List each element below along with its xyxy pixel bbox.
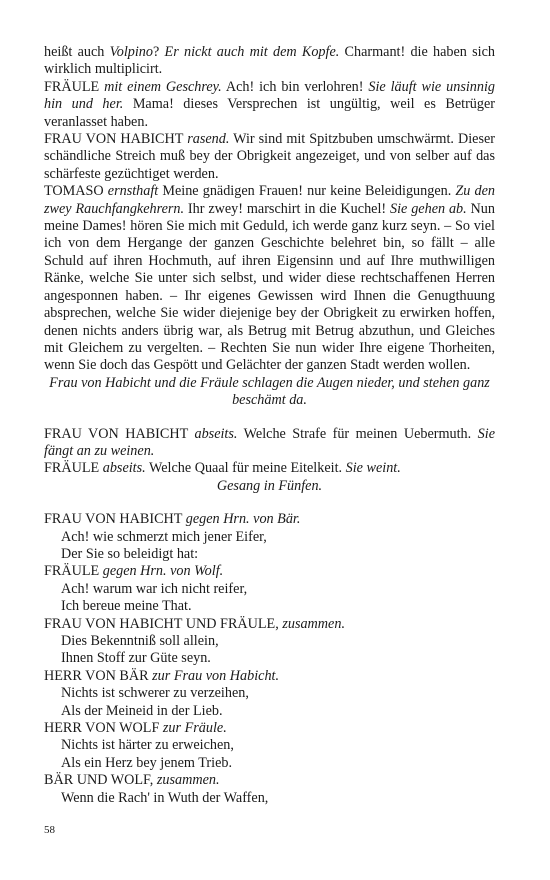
verse-line: Ach! wie schmerzt mich jener Eifer, [61, 528, 267, 545]
dialogue-text: FRAU VON HABICHT UND FRÄULE, [44, 615, 283, 632]
dialogue-text: Welche Strafe für meinen Uebermuth. [237, 425, 478, 442]
stage-direction-text: Sie weint. [345, 460, 401, 477]
stage-direction-text: Sie fängt an zu weinen. [44, 425, 495, 459]
stage-direction-text: abseits. [194, 425, 238, 442]
dialogue-text: Wir sind mit Spitzbuben umschwärmt. Dieser schändliche Streich muß bey der Obrigkeit angezeiget, und von selber auf das schärfeste gezüchtiget werden. [44, 131, 496, 182]
stage-direction-text: rasend. [187, 131, 230, 148]
dialogue-paragraph [44, 668, 495, 685]
dialogue-text: FRÄULE [44, 78, 105, 95]
dialogue-paragraph [44, 563, 495, 580]
verse-line: Wenn die Rach' in Wuth der Waffen, [61, 789, 269, 806]
stage-direction: Frau von Habicht und die Fräule schlagen die Augen nieder, und stehen ganz beschämt da. [49, 374, 490, 409]
dialogue-paragraph [44, 131, 495, 183]
verse-line: Als der Meineid in der Lieb. [61, 702, 223, 719]
dialogue-text: FRAU VON HABICHT [44, 425, 195, 442]
stage-direction-text: abseits. [102, 460, 146, 477]
stage-direction-text: Sie gehen ab. [390, 200, 467, 217]
page-number: 58 [44, 824, 55, 836]
dialogue-text: HERR VON BÄR [44, 667, 153, 684]
verse-line: Nichts ist härter zu erweichen, [61, 737, 234, 754]
dialogue-text: heißt auch [44, 44, 110, 60]
stage-direction-text: gegen Hrn. von Bär. [185, 511, 301, 528]
verse-line: Ach! warum war ich nicht reifer, [61, 580, 248, 597]
stage-direction-text: Sie läuft wie unsinnig hin und her. [44, 78, 496, 113]
dialogue-paragraph [44, 44, 495, 79]
dialogue-text: Mama! dieses Versprechen ist ungültig, weil es Betrüger veranlasset haben. [44, 96, 495, 130]
dialogue-text: Ihr zwey! marschirt in die Kuchel! [184, 200, 390, 217]
dialogue-text: Nun meine Dames! hören Sie mich mit Geduld, ich werde ganz kurz seyn. – So viel ich von dem Hergange der ganzen Geschichte belehret bin, so fällt – alle Schuld auf ihren Hochmuth, auf ihren Eigensinn und auf Ihre muthwilligen Ränke, welche Sie unter sich selbst, und wider diese rechtschaffenen Herren angesponnen haben. – Ihr eigenes Gewissen wird Ihnen die Genugthuung absprechen, welche Sie wider diejenige bey der Obrigkeit zu erwirken hoffen, denen nichts anders übrig war, als Betrug mit Betrug abzuthun, und Gleiches mit Gleichem zu vergelten. – Rechten Sie nun wider Ihre eigene Thorheiten, wenn Sie doch das Gespött und Gelächter der ganzen Stadt werden wollen. [44, 200, 495, 374]
verse-line: Der Sie so beleidigt hat: [61, 545, 199, 562]
stage-direction: Gesang in Fünfen. [216, 477, 323, 494]
dialogue-text: FRÄULE [44, 563, 103, 580]
stage-direction-text: zur Fräule. [162, 720, 227, 737]
dialogue-text: BÄR UND WOLF, [44, 772, 157, 789]
verse-line: Ich bereue meine That. [61, 598, 192, 615]
dialogue-paragraph [44, 79, 495, 131]
stage-direction-text: Zu den zwey Rauchfangkehrern. [44, 183, 495, 217]
dialogue-text: Ach! ich bin verlohren! [221, 78, 369, 95]
dialogue-text: FRAU VON HABICHT [44, 131, 188, 148]
dialogue-text: HERR VON WOLF [44, 720, 163, 737]
stage-direction-text: gegen Hrn. von Wolf. [102, 563, 224, 580]
spacer [44, 410, 495, 426]
stage-direction-text: zusammen. [156, 772, 220, 789]
dialogue-paragraph [44, 460, 495, 477]
spacer [44, 495, 495, 511]
dialogue-paragraph [44, 183, 495, 374]
verse-line: Ihnen Stoff zur Güte seyn. [61, 650, 211, 667]
dialogue-paragraph [44, 426, 495, 461]
stage-direction-text: ernsthaft [107, 183, 159, 200]
verse-line: Nichts ist schwerer zu verzeihen, [61, 685, 249, 702]
dialogue-text: Charmant! die haben sich wirklich multiplicirt. [44, 44, 495, 78]
dialogue-paragraph [44, 511, 495, 528]
stage-direction-text: mit einem Geschrey. [104, 78, 222, 95]
stage-direction-text: Er nickt auch mit dem Kopfe. [164, 44, 340, 60]
dialogue-text: Meine gnädigen Frauen! nur keine Beleidigungen. [158, 183, 456, 200]
verse-line: Dies Bekenntniß soll allein, [61, 633, 219, 649]
stage-direction-text: Volpino [109, 44, 153, 60]
dialogue-paragraph [44, 720, 495, 737]
dialogue-paragraph [44, 616, 495, 633]
dialogue-text: FRAU VON HABICHT [44, 511, 186, 528]
stage-direction-text: zusammen. [282, 615, 345, 632]
dialogue-text: FRÄULE [44, 460, 103, 477]
dialogue-paragraph [44, 772, 495, 789]
dialogue-text: ? [153, 44, 165, 60]
page-text [44, 44, 495, 807]
stage-direction-text: zur Frau von Habicht. [152, 667, 280, 684]
verse-line: Als ein Herz bey jenem Trieb. [61, 754, 233, 771]
dialogue-text: TOMASO [44, 183, 108, 200]
dialogue-text: Welche Quaal für meine Eitelkeit. [145, 460, 346, 477]
